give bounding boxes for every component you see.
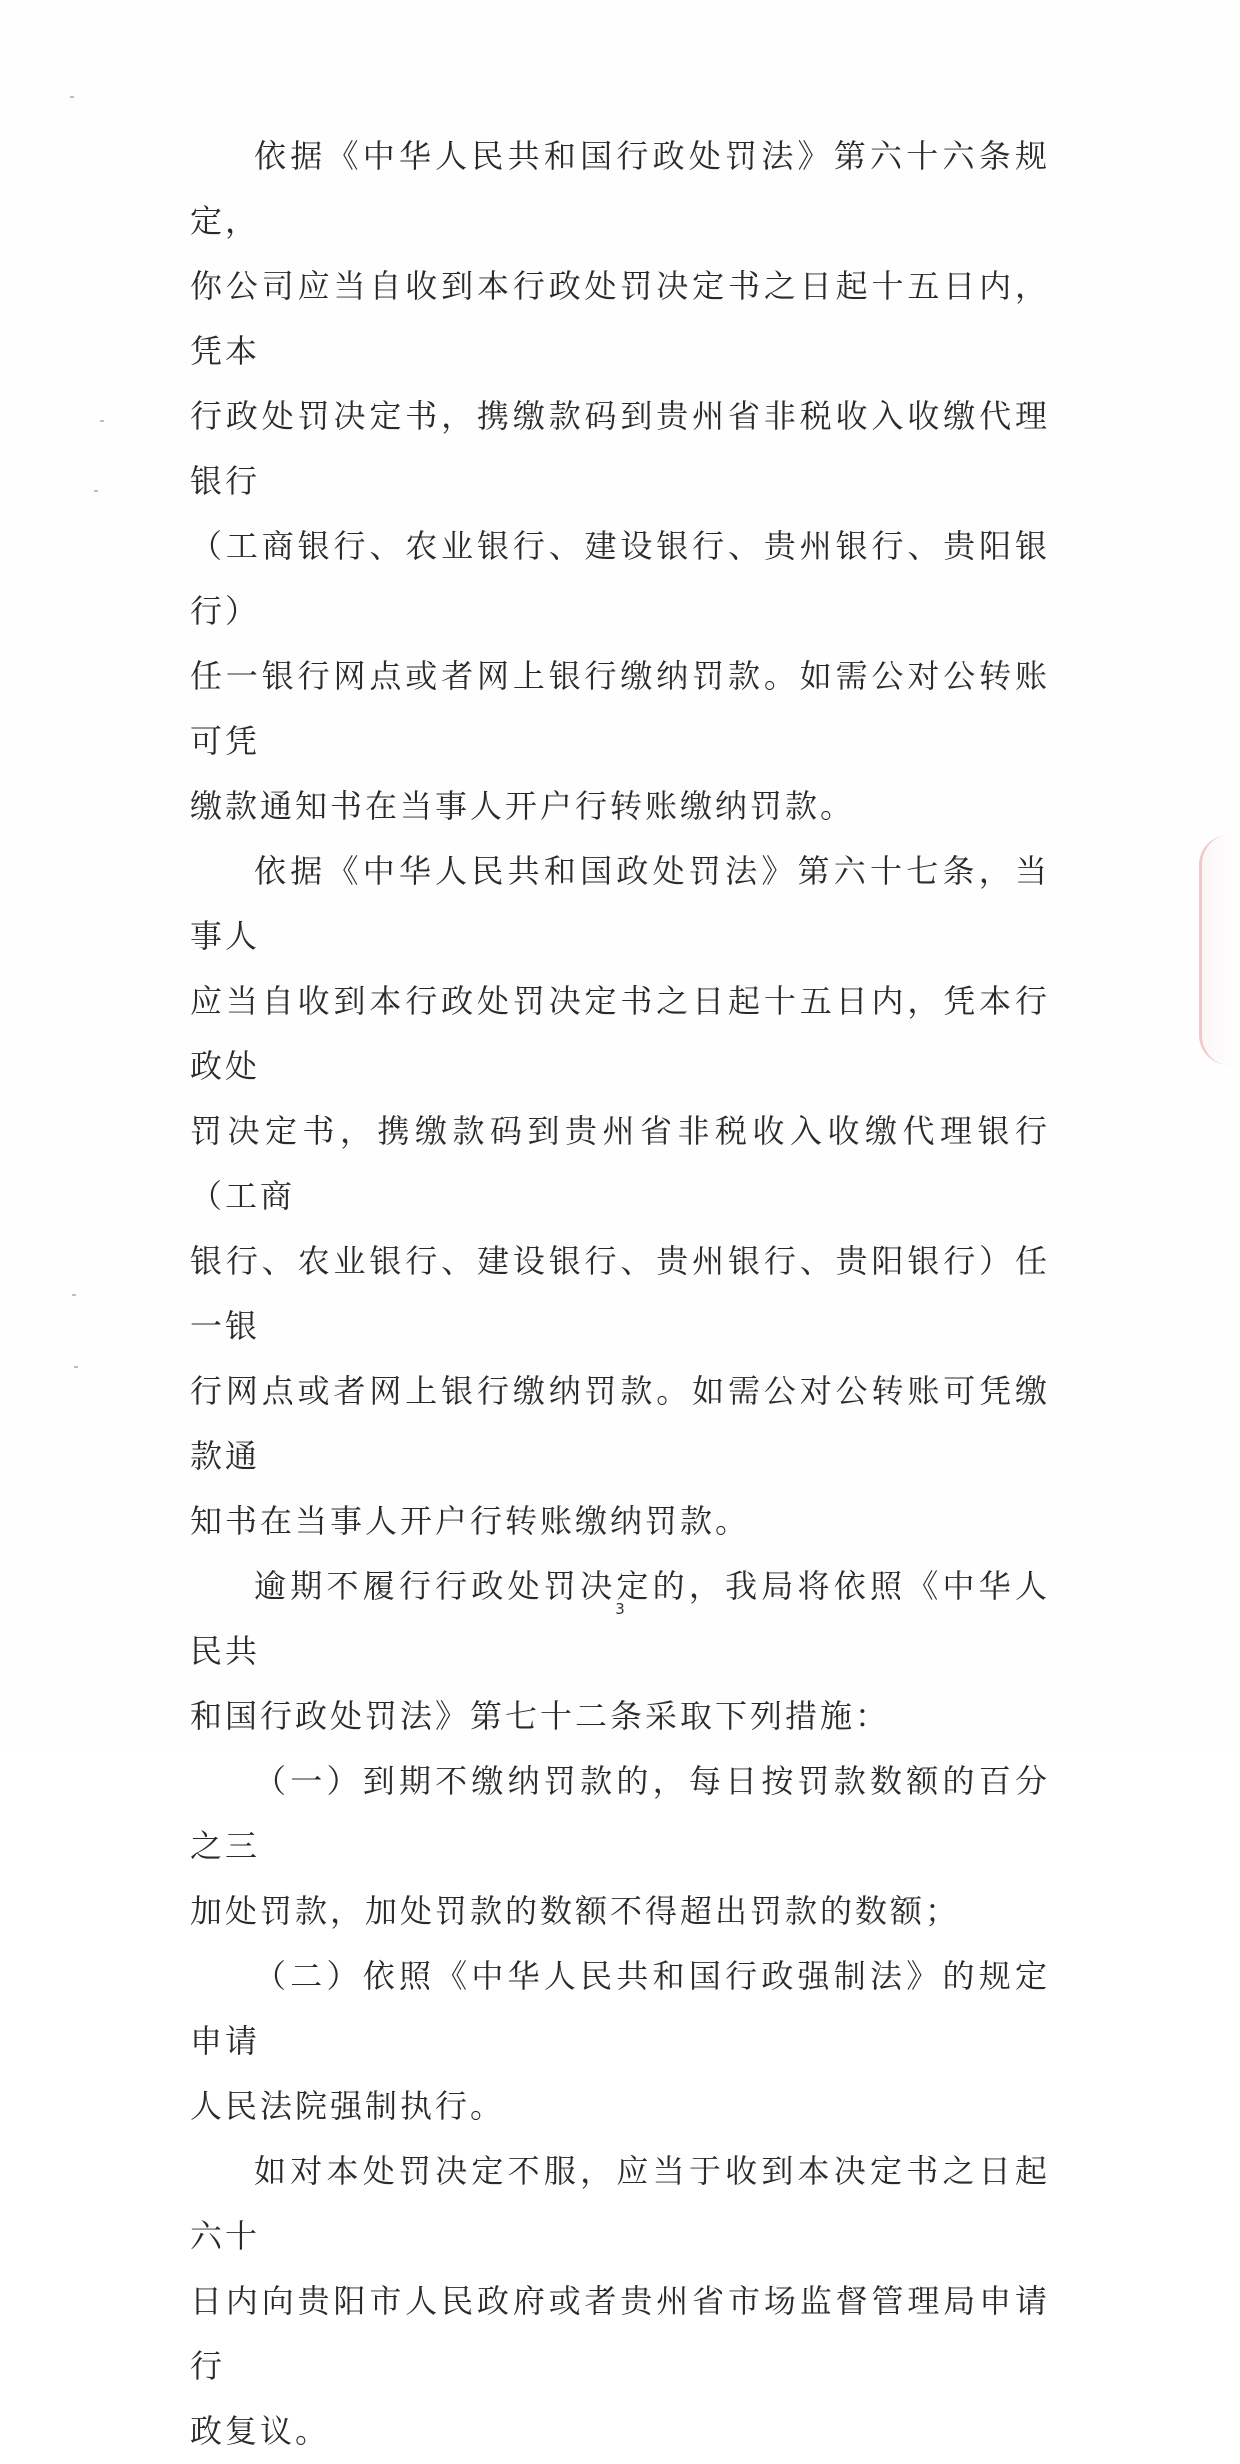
paragraph-measure-2: （二）依照《中华人民共和国行政强制法》的规定申请 人民法院强制执行。	[190, 1957, 1050, 2125]
paragraph-payment-article-67: 依据《中华人民共和国政处罚法》第六十七条，当事人 应当自收到本行政处罚决定书之日起十五日内，凭本行政处 罚决定书，携缴款码到贵州省非税收入收缴代理银行（工商 银行、农业银行、建设银行、贵州银行、贵阳银行）任一银 行网点或者网上银行缴纳罚款。如需公对公转账可凭缴款通 知书在当事人开户行转账缴纳罚款。	[190, 852, 1050, 1540]
scan-speck	[74, 1366, 78, 1368]
document-body	[190, 124, 1050, 2464]
page-number: 3	[615, 1600, 625, 1618]
scan-speck	[94, 490, 98, 492]
paragraph-overdue-measures: 逾期不履行行政处罚决定的，我局将依照《中华人民共 和国行政处罚法》第七十二条采取下列措施：	[190, 1567, 1050, 1735]
paragraph-payment-deadline: 依据《中华人民共和国行政处罚法》第六十六条规定， 你公司应当自收到本行政处罚决定书之日起十五日内，凭本 行政处罚决定书，携缴款码到贵州省非税收入收缴代理银行 （工商银行、农业银行、建设银行、贵州银行、贵阳银行） 任一银行网点或者网上银行缴纳罚款。如需公对公转账可凭 缴款通知书在当事人开户行转账缴纳罚款。	[190, 137, 1050, 825]
paragraph-appeal: 如对本处罚决定不服，应当于收到本决定书之日起六十 日内向贵阳市人民政府或者贵州省市场监督管理局申请行 政复议。	[190, 2152, 1050, 2450]
scan-speck	[70, 96, 74, 98]
paragraph-measure-1: （一）到期不缴纳罚款的，每日按罚款数额的百分之三 加处罚款，加处罚款的数额不得超出罚款的数额；	[190, 1762, 1050, 1930]
scan-speck	[100, 420, 104, 422]
scan-speck	[72, 1294, 76, 1296]
stamp-edge	[1199, 835, 1240, 1065]
